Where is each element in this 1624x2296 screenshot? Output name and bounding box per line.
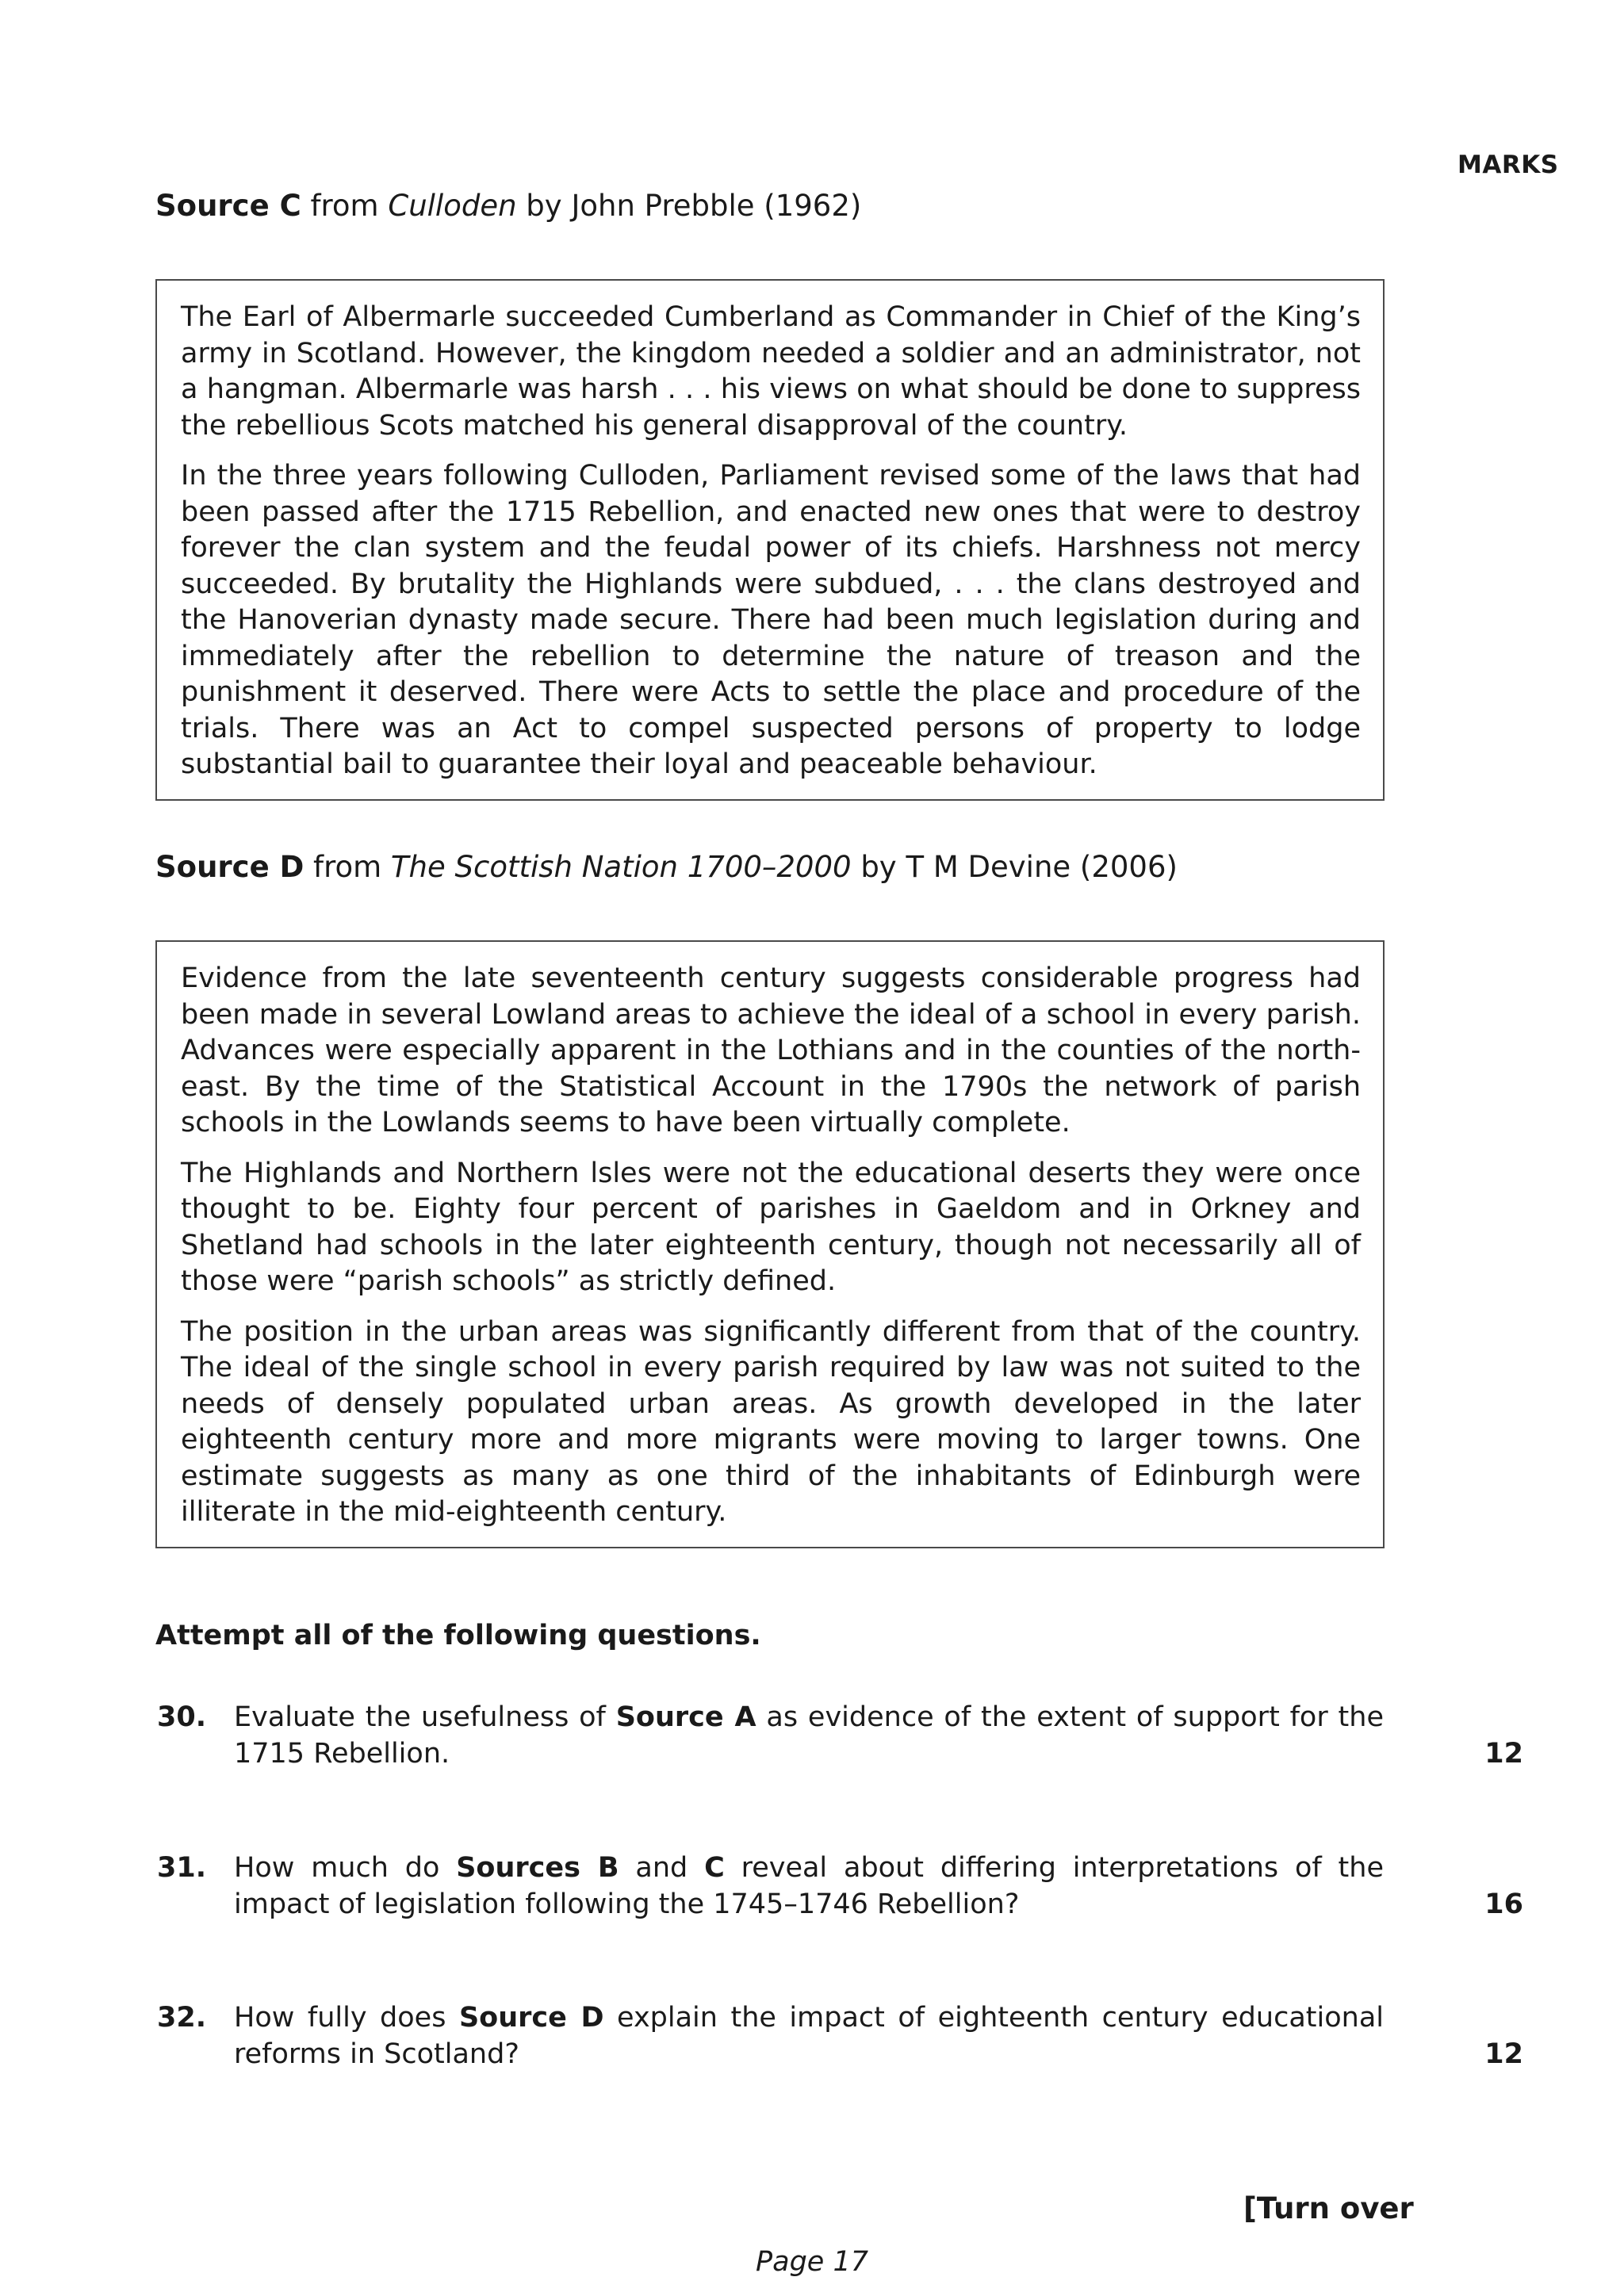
question-number: 32.: [157, 2002, 207, 2034]
source-d-label: Source D: [155, 850, 304, 884]
marks-column-header: MARKS: [1457, 151, 1559, 179]
question-source-ref: Source A: [615, 1701, 756, 1733]
source-c-paragraph: In the three years following Culloden, Parliament revised some of the laws that had been passed after the 1715 Rebellion, and enacted new ones that were to destroy forever the clan system and the feudal power of its chiefs. Harshness not mercy succeeded. By brutality the Highlands were subdued, . . . the clans destroyed and the Hanoverian dynasty made secure. There had been much legislation during and immediately after the rebellion to determine the nature of treason and the punishment it deserved. There were Acts to settle the place and procedure of the trials. There was an Act to compel suspected persons of property to lodge substantial bail to guarantee their loyal and peaceable behaviour.: [181, 460, 1361, 780]
question-number: 30.: [157, 1701, 207, 1733]
question-number: 31.: [157, 1852, 207, 1884]
source-d-author: by T M Devine (2006): [851, 850, 1178, 884]
turn-over-note: [Turn over: [1243, 2191, 1414, 2225]
source-c-label: Source C: [155, 189, 301, 223]
source-d-heading: [155, 848, 1178, 886]
source-c-title: Culloden: [388, 189, 517, 223]
source-d-paragraph: The Highlands and Northern lsles were not the educational deserts they were once thought to be. Eighty four percent of parishes in Gaeldom and in Orkney and Shetland had schools in the later eighteenth century, though not necessarily all of those were “parish schools” as strictly defined.: [181, 1157, 1361, 1297]
question-text-part: explain the impact of eighteenth century educational reforms in Scotland?: [234, 2002, 1384, 2070]
question-source-ref: Sources B: [456, 1852, 619, 1884]
question-text-part: Evaluate the usefulness of: [234, 1701, 616, 1733]
question-text-part: How fully does: [234, 2002, 459, 2034]
question-marks: 12: [1484, 1738, 1523, 1770]
question-text-part: How much do: [234, 1852, 457, 1884]
question-marks: 16: [1484, 1888, 1523, 1920]
question-marks: 12: [1484, 2038, 1523, 2070]
page-number: Page 17: [756, 2246, 868, 2278]
question-source-ref: C: [704, 1852, 725, 1884]
source-d-box: [155, 940, 1385, 1548]
source-c-heading: [155, 187, 861, 225]
question-text: [234, 1999, 1384, 2072]
question-text: [234, 1699, 1384, 1772]
question-text-part: and: [619, 1852, 705, 1884]
question-text: [234, 1850, 1384, 1923]
source-c-author: by John Prebble (1962): [516, 189, 862, 223]
question-text-part: reveal about differing interpretations of the impact of legislation following the 1745–1746 Rebellion?: [234, 1852, 1384, 1920]
question-source-ref: Source D: [458, 2002, 604, 2034]
source-c-paragraph: The Earl of Albermarle succeeded Cumberland as Commander in Chief of the King’s army in Scotland. However, the kingdom needed a soldier and an administrator, not a hangman. Albermarle was harsh . . . his views on what should be done to suppress the rebellious Scots matched his general disapproval of the country.: [181, 301, 1361, 442]
source-d-paragraph: The position in the urban areas was significantly different from that of the country. The ideal of the single school in every parish required by law was not suited to the needs of densely populated urban areas. As growth developed in the later eighteenth century more and more migrants were moving to larger towns. One estimate suggests as many as one third of the inhabitants of Edinburgh were illiterate in the mid-eighteenth century.: [181, 1315, 1361, 1528]
source-c-from: from: [301, 189, 389, 223]
question-text-part: as evidence of the extent of support for the 1715 Rebellion.: [234, 1701, 1384, 1770]
source-d-paragraph: Evidence from the late seventeenth century suggests considerable progress had been made in several Lowland areas to achieve the ideal of a school in every parish. Advances were especially apparent in the Lothians and in the counties of the north-east. By the time of the Statistical Account in the 1790s the network of parish schools in the Lowlands seems to have been virtually complete.: [181, 962, 1361, 1138]
source-c-box: [155, 279, 1385, 801]
instruction-text: Attempt all of the following questions.: [155, 1620, 761, 1651]
source-d-from: from: [304, 850, 391, 884]
source-d-title: The Scottish Nation 1700–2000: [390, 850, 852, 884]
